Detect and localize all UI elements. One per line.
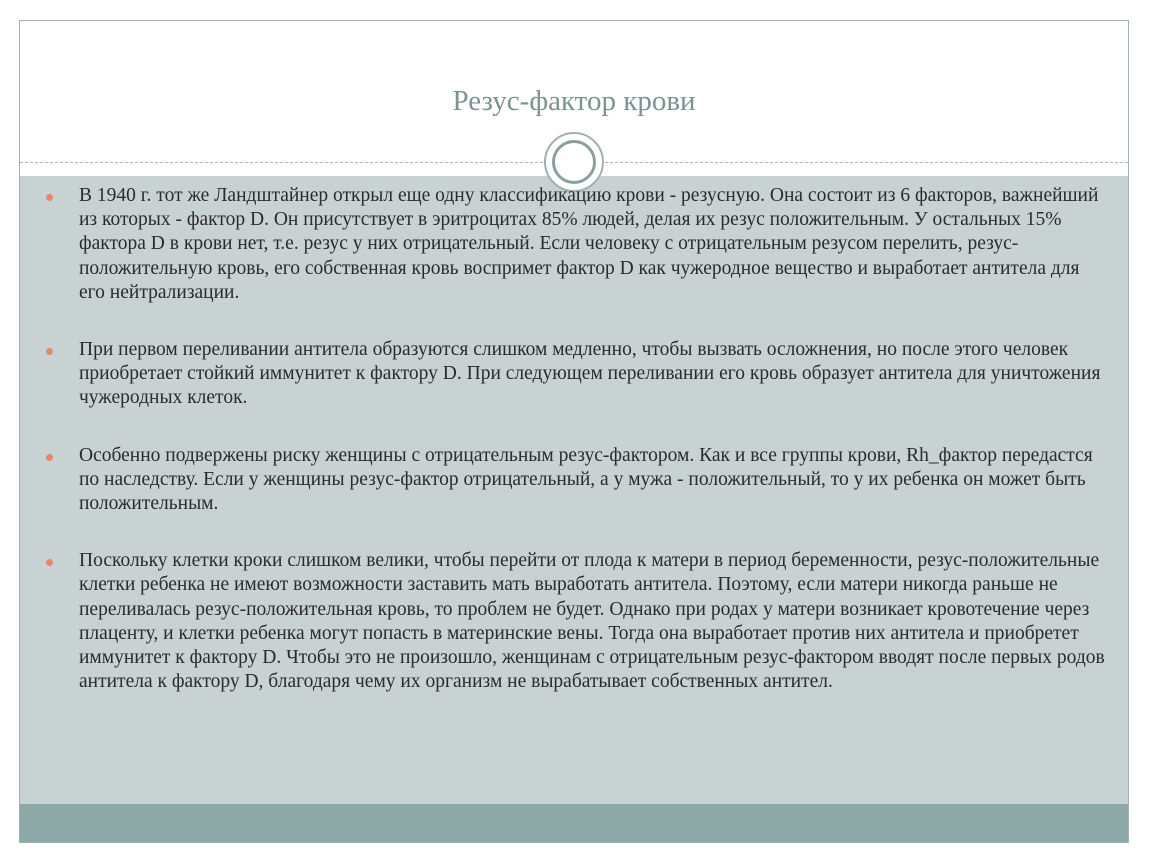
- bullet-item: [40, 444, 1110, 517]
- bullet-text: В 1940 г. тот же Ландштайнер открыл еще одну классификацию крови - резусную. Она состоит из 6 факторов, важнейший из которых - фактор D. Он присутствует в эритроцитах 85% людей, делая их резус положительным. У остальных 15% фактора D в крови нет, т.е. резус у них отрицательный. Если человеку с отрицательным резусом перелить, резус-положительную кровь, его собственная кровь воспримет фактор D как чужеродное вещество и выработает антитела для его нейтрализации.: [79, 185, 1099, 303]
- circle-ornament-icon: [544, 132, 604, 192]
- bullet-item: [40, 338, 1110, 411]
- bullet-text: Особенно подвержены риску женщины с отрицательным резус-фактором. Как и все группы крови, Rh_фактор передастся по наследству. Если у женщины резус-фактор отрицательный, а у мужа - положительный, то у их ребенка он может быть положительным.: [79, 444, 1093, 515]
- bullet-dot-icon: [46, 194, 53, 201]
- bullet-item: [40, 184, 1110, 305]
- slide: [19, 20, 1129, 843]
- bottom-band: [20, 804, 1128, 842]
- bullet-text: При первом переливании антитела образуются слишком медленно, чтобы вызвать осложнения, но после этого человек приобретает стойкий иммунитет к фактору D. При следующем переливании его кровь образует антитела для уничтожения чужеродных клеток.: [79, 339, 1101, 409]
- circle-ornament-inner: [552, 140, 596, 184]
- bullet-item: [40, 549, 1110, 694]
- bullet-dot-icon: [46, 559, 53, 566]
- bullet-text: Поскольку клетки кроки слишком велики, чтобы перейти от плода к матери в период беременности, резус-положительные клетки ребенка не имеют возможности заставить мать выработать антитела. Поэтому, если матери никогда раньше не переливалась резус-положительная кровь, то проблем не будет. Однако при родах у матери возникает кровотечение через плаценту, и клетки ребенка могут попасть в материнские вены. Тогда она выработает против них антитела и приобретет иммунитет к фактору D. Чтобы это не произошло, женщинам с отрицательным резус-фактором вводят после первых родов антитела к фактору D, благодаря чему их организм не вырабатывает собственных антител.: [79, 550, 1105, 693]
- slide-title: Резус-фактор крови: [452, 85, 696, 117]
- bullet-dot-icon: [46, 454, 53, 461]
- bullet-dot-icon: [46, 348, 53, 355]
- bullet-list: [40, 184, 1110, 727]
